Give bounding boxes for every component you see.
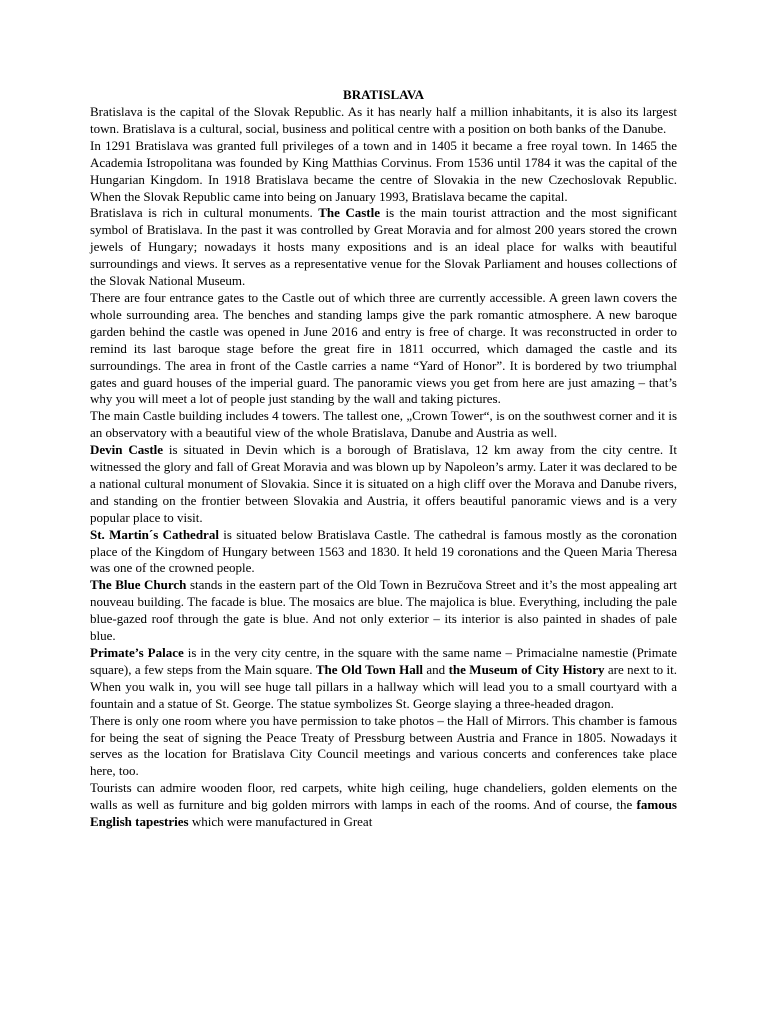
paragraph — [90, 408, 677, 442]
page-title: BRATISLAVA — [343, 87, 424, 102]
paragraph-text: There are four entrance gates to the Castle out of which three are currently accessible. A green lawn covers the whole surrounding area. The benches and standing lamps give the park romantic atmosphere. A new baroque garden behind the castle was opened in June 2016 and entry is free of charge. It was reconstructed in order to remind its last baroque stage before the great fire in 1811 occurred, which damaged the castle and its surroundings. The area in front of the Castle carries a name “Yard of Honor”. It is bordered by two triumphal gates and guard houses of the imperial guard. The panoramic views you get from here are just amazing – that’s why you will meet a lot of people just standing by the wall and taking pictures. — [90, 289, 677, 407]
bold-term: St. Martin´s Cathedral — [90, 526, 219, 542]
paragraph — [90, 780, 677, 831]
paragraph-text: In 1291 Bratislava was granted full privileges of a town and in 1405 it became a free royal town. In 1465 the Academia Istropolitana was founded by King Matthias Corvinus. From 1536 until 1784 it was the capital of the Hungarian Kingdom. In 1918 Bratislava became the centre of Slovakia in the new Czechoslovak Republic. When the Slovak Republic came into being on January 1993, Bratislava became the capital. — [90, 137, 677, 204]
bold-term: The Old Town Hall — [315, 661, 423, 677]
paragraph-text: There is only one room where you have permission to take photos – the Hall of Mirrors. This chamber is famous for being the seat of signing the Peace Treaty of Pressburg between Austria and France in 1805. Nowadays it serves as the location for Bratislava City Council meetings and various concerts and conferences take place here, too. — [90, 712, 677, 779]
paragraph-text: Tourists can admire wooden floor, red carpets, white high ceiling, huge chandeliers, golden elements on the walls as well as furniture and big golden mirrors with lamps in each of the rooms. And of course, the — [90, 780, 677, 813]
paragraph — [90, 577, 677, 645]
document-page — [90, 86, 677, 831]
paragraph-text: Bratislava is rich in cultural monuments. — [90, 205, 319, 221]
paragraph-text: are next to it. When you walk in, you will see huge tall pillars in a hallway which will lead you to a small courtyard with a fountain and a statue of St. George. The statue symbolizes St. George slaying a three-headed dragon. — [90, 661, 677, 711]
bold-term: The Castle — [318, 205, 381, 221]
bold-term: Primate’s Palace — [90, 645, 184, 660]
paragraph — [90, 205, 677, 290]
bold-term: The Blue Church — [90, 577, 187, 593]
document-body — [90, 104, 677, 831]
paragraph-text: and — [422, 661, 449, 677]
paragraph-text: is the main tourist attraction and the most significant symbol of Bratislava. In the past it was controlled by Great Moravia and for almost 200 years stored the crown jewels of Hungary; nowadays it hosts many expositions and is an ideal place for walks with beautiful surroundings and views. It serves as a representative venue for the Slovak Parliament and houses collections of the Slovak National Museum. — [90, 205, 677, 289]
paragraph — [90, 442, 677, 527]
paragraph-text: is in the very city centre, in the square with the same name – Primacialne namestie (Primate square), a few steps from the Main square. — [90, 645, 678, 677]
paragraph-text: is situated in Devin which is a borough of Bratislava, 12 km away from the city centre. It witnessed the glory and fall of Great Moravia and was blown up by Napoleon’s army. Later it was declared to be a national cultural monument of Slovakia. Since it is situated on a high cliff over the Morava and Danube rivers, and standing on the frontier between Slovakia and Austria, it offers beautiful panoramic views and is a very popular place to visit. — [90, 442, 677, 525]
paragraph-text: which were manufactured in Great — [188, 814, 373, 830]
paragraph — [90, 713, 677, 781]
paragraph — [90, 527, 677, 578]
bold-term: the Museum of City History — [448, 661, 605, 677]
paragraph — [90, 290, 677, 408]
paragraph-text: The main Castle building includes 4 towers. The tallest one, „Crown Tower“, is on the southwest corner and it is an observatory with a beautiful view of the whole Bratislava, Danube and Austria as well. — [90, 408, 677, 441]
paragraph — [90, 138, 677, 206]
paragraph — [90, 104, 677, 138]
bold-term: famous English tapestries — [90, 797, 677, 830]
paragraph-text: Bratislava is the capital of the Slovak Republic. As it has nearly half a million inhabitants, it is also its largest town. Bratislava is a cultural, social, business and political centre with a position on both banks of the Danube. — [90, 104, 677, 136]
bold-term: Devin Castle — [90, 442, 164, 458]
paragraph-text: stands in the eastern part of the Old Town in Bezručova Street and it’s the most appealing art nouveau building. The facade is blue. The mosaics are blue. The majolica is blue. Everything, including the pale blue-gazed roof through the gate is blue. And not only exterior – its interior is also painted in shades of pale blue. — [90, 577, 677, 644]
paragraph — [90, 645, 677, 713]
paragraph-text: is situated below Bratislava Castle. The cathedral is famous mostly as the coronation place of the Kingdom of Hungary between 1563 and 1830. It held 19 coronations and the Queen Maria Theresa was one of the crowned people. — [90, 526, 677, 576]
